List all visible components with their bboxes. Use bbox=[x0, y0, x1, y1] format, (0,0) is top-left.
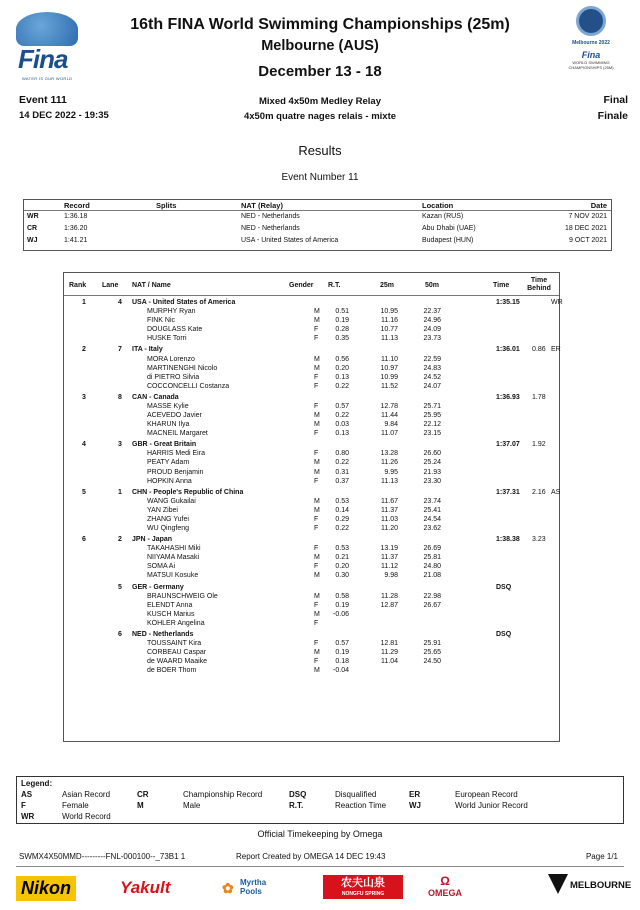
swimmer-rt: 0.22 bbox=[335, 412, 349, 419]
team-record: ER bbox=[551, 346, 561, 354]
swimmer-rt: 0.53 bbox=[335, 545, 349, 553]
swimmer-50m: 22.37 bbox=[423, 308, 441, 316]
swimmer-25m: 10.95 bbox=[380, 308, 398, 316]
swimmer-50m: 23.30 bbox=[423, 477, 441, 485]
sponsor-nongfu-chinese: 农夫山泉 bbox=[341, 877, 385, 889]
swimmer-25m: 13.28 bbox=[380, 450, 398, 458]
swimmer-gender: M bbox=[314, 308, 320, 316]
swimmer-name: TAKAHASHI Miki bbox=[147, 545, 201, 553]
swimmer-gender: M bbox=[314, 355, 320, 363]
swimmer-25m: 11.52 bbox=[381, 382, 398, 390]
swimmer-rt: 0.30 bbox=[335, 572, 349, 580]
swimmer-50m: 24.50 bbox=[423, 658, 441, 666]
swimmer-name: di PIETRO Silvia bbox=[147, 373, 200, 381]
team-lane: 5 bbox=[118, 583, 122, 591]
swimmer-gender: M bbox=[314, 317, 320, 325]
legend-code: DSQ bbox=[289, 790, 307, 799]
legend-code: WR bbox=[21, 812, 35, 821]
swimmer-gender: M bbox=[314, 468, 320, 476]
swimmer-rt: 0.57 bbox=[335, 402, 349, 410]
team-time: DSQ bbox=[496, 631, 512, 639]
record-nat: NED - Netherlands bbox=[241, 213, 300, 220]
swimmer-25m: 13.19 bbox=[380, 545, 398, 553]
legend-description: European Record bbox=[455, 790, 518, 799]
records-header-splits: Splits bbox=[156, 201, 177, 210]
swimmer-rt: 0.56 bbox=[335, 355, 349, 363]
swimmer-gender: M bbox=[314, 497, 320, 505]
swimmer-50m: 25.95 bbox=[423, 412, 441, 419]
results-table bbox=[63, 272, 563, 742]
sponsor-myrtha: Myrtha Pools bbox=[240, 878, 267, 896]
swimmer-gender: F bbox=[314, 525, 319, 532]
swimmer-25m: 9.95 bbox=[384, 468, 398, 476]
swimmer-25m: 11.16 bbox=[381, 317, 398, 325]
results-heading: Results bbox=[298, 143, 342, 158]
header-gender: Gender bbox=[289, 282, 314, 289]
swimmer-50m: 26.69 bbox=[423, 545, 441, 553]
swimmer-rt: 0.19 bbox=[335, 317, 349, 325]
team-rank: 1 bbox=[82, 299, 86, 306]
swimmer-name: WU Qingfeng bbox=[147, 525, 190, 532]
swimmer-50m: 22.12 bbox=[423, 421, 441, 429]
swimmer-50m: 25.81 bbox=[423, 554, 441, 562]
team-nat: NED - Netherlands bbox=[132, 631, 194, 639]
swimmer-25m: 11.37 bbox=[381, 506, 398, 514]
legend-description: Reaction Time bbox=[335, 801, 387, 810]
legend-code: ER bbox=[409, 790, 421, 799]
swimmer-gender: F bbox=[314, 477, 319, 485]
record-nat: NED - Netherlands bbox=[241, 225, 300, 232]
header-time-behind: Time Behind bbox=[527, 277, 551, 292]
team-time-behind: 3.23 bbox=[532, 536, 546, 544]
swimmer-rt: 0.21 bbox=[335, 554, 349, 562]
swimmer-name: MORA Lorenzo bbox=[147, 355, 195, 363]
team-rank: 3 bbox=[82, 393, 86, 401]
swimmer-name: MURPHY Ryan bbox=[147, 308, 196, 316]
team-rank: 4 bbox=[82, 441, 86, 449]
record-date: 18 DEC 2021 bbox=[564, 225, 607, 232]
swimmer-name: SOMA Ai bbox=[147, 563, 176, 571]
team-rank: 6 bbox=[82, 536, 86, 544]
swimmer-rt: 0.19 bbox=[335, 649, 349, 657]
swimmer-gender: M bbox=[314, 506, 320, 514]
team-nat: CHN - People's Republic of China bbox=[132, 488, 244, 496]
swimmer-25m: 11.28 bbox=[381, 592, 398, 600]
swimmer-rt: -0.06 bbox=[333, 610, 349, 618]
swimmer-name: YAN Zibei bbox=[147, 506, 178, 514]
team-lane: 6 bbox=[118, 631, 122, 639]
legend-code: M bbox=[137, 801, 144, 810]
team-time: 1:36.01 bbox=[496, 346, 520, 354]
swimmer-rt: 0.18 bbox=[335, 658, 349, 666]
swimmer-25m: 11.13 bbox=[381, 335, 398, 343]
victoria-triangle-icon bbox=[548, 874, 568, 894]
swimmer-50m: 25.91 bbox=[423, 640, 441, 648]
swimmer-name: WANG Gukailai bbox=[147, 497, 196, 505]
swimmer-rt: 0.20 bbox=[335, 364, 349, 372]
team-nat: GER - Germany bbox=[132, 583, 184, 591]
team-time-behind: 0.86 bbox=[532, 346, 546, 354]
team-time-behind: 1.92 bbox=[532, 441, 546, 449]
records-header-location: Location bbox=[422, 201, 454, 210]
swimmer-gender: M bbox=[314, 610, 320, 618]
swimmer-name: MASSE Kylie bbox=[147, 402, 189, 410]
team-time: 1:36.93 bbox=[496, 393, 520, 401]
team-lane: 8 bbox=[118, 393, 122, 401]
swimmer-50m: 22.98 bbox=[423, 592, 441, 600]
city: Melbourne (AUS) bbox=[261, 38, 379, 54]
swimmer-name: HOPKIN Anna bbox=[147, 477, 192, 485]
sponsor-nongfu bbox=[323, 875, 403, 899]
swimmer-50m: 23.15 bbox=[423, 430, 441, 438]
swimmer-gender: F bbox=[314, 658, 319, 666]
event-name-fr: 4x50m quatre nages relais - mixte bbox=[243, 111, 397, 122]
event-label: Event 111 bbox=[19, 94, 67, 106]
swimmer-50m: 24.80 bbox=[423, 563, 441, 571]
team-time-behind: 1.78 bbox=[532, 393, 546, 401]
myrtha-icon: ✿ bbox=[222, 880, 234, 896]
swimmer-rt: -0.04 bbox=[333, 667, 349, 675]
swimmer-25m: 10.97 bbox=[380, 364, 398, 372]
legend-description: Asian Record bbox=[62, 790, 111, 799]
melbourne-logo-line3: WORLD SWIMMING CHAMPIONSHIPS (25M) bbox=[568, 60, 614, 70]
swimmer-rt: 0.31 bbox=[335, 468, 349, 476]
swimmer-50m: 25.24 bbox=[423, 459, 441, 467]
swimmer-rt: 0.29 bbox=[335, 515, 349, 523]
legend-description: Female bbox=[62, 801, 89, 810]
header-nat-name: NAT / Name bbox=[132, 282, 171, 289]
team-time: 1:38.38 bbox=[496, 536, 520, 544]
legend-code: F bbox=[21, 801, 26, 810]
team-time: 1:35.15 bbox=[496, 299, 520, 306]
legend-description: World Record bbox=[62, 812, 111, 821]
swimmer-25m: 11.29 bbox=[381, 649, 398, 657]
swimmer-name: HUSKE Torri bbox=[147, 335, 187, 343]
swimmer-rt: 0.28 bbox=[335, 326, 349, 334]
team-nat: CAN - Canada bbox=[132, 393, 179, 401]
swimmer-rt: 0.51 bbox=[335, 308, 349, 316]
team-time: DSQ bbox=[496, 583, 512, 591]
swimmer-gender: M bbox=[314, 421, 320, 429]
swimmer-50m: 26.60 bbox=[423, 450, 441, 458]
swimmer-25m: 11.37 bbox=[381, 554, 398, 562]
swimmer-rt: 0.22 bbox=[335, 382, 349, 390]
team-lane: 3 bbox=[118, 441, 122, 449]
swimmer-50m: 24.52 bbox=[423, 373, 441, 381]
swimmer-25m: 11.13 bbox=[381, 477, 398, 485]
phase-en: Final bbox=[603, 94, 628, 106]
swimmer-name: MACNEIL Margaret bbox=[147, 430, 208, 438]
record-time: 1:41.21 bbox=[64, 237, 88, 244]
sponsor-nongfu-english: NONGFU SPRING bbox=[341, 891, 385, 897]
swimmer-name: ZHANG Yufei bbox=[147, 515, 189, 523]
swimmer-rt: 0.22 bbox=[335, 459, 349, 467]
swimmer-25m: 12.81 bbox=[380, 640, 398, 648]
swimmer-50m: 25.41 bbox=[423, 506, 441, 514]
swimmer-50m: 24.83 bbox=[423, 364, 441, 372]
fina-logo-tagline: WATER IS OUR WORLD bbox=[22, 76, 73, 81]
sponsors-bar bbox=[0, 872, 640, 906]
team-lane: 4 bbox=[118, 299, 122, 306]
swimmer-50m: 23.62 bbox=[423, 525, 441, 532]
swimmer-50m: 21.93 bbox=[423, 468, 441, 476]
swimmer-name: KHARUN Ilya bbox=[147, 421, 190, 429]
swimmer-50m: 24.96 bbox=[423, 317, 441, 325]
melbourne-logo-line1: Melbourne 2022 bbox=[572, 40, 610, 46]
record-code: CR bbox=[27, 225, 38, 232]
record-date: 9 OCT 2021 bbox=[568, 237, 607, 244]
record-location: Budapest (HUN) bbox=[422, 237, 474, 244]
swimmer-25m: 10.77 bbox=[380, 326, 398, 334]
record-location: Abu Dhabi (UAE) bbox=[422, 225, 476, 232]
swimmer-gender: F bbox=[314, 545, 319, 553]
swimmer-name: PROUD Benjamin bbox=[147, 468, 204, 476]
swimmer-name: CORBEAU Caspar bbox=[147, 649, 207, 657]
swimmer-name: DOUGLASS Kate bbox=[147, 326, 203, 334]
swimmer-name: KOHLER Angelina bbox=[147, 619, 205, 627]
team-time: 1:37.07 bbox=[496, 441, 520, 449]
record-code: WR bbox=[27, 213, 39, 220]
swimmer-25m: 11.67 bbox=[381, 497, 398, 505]
swimmer-25m: 12.78 bbox=[380, 402, 398, 410]
swimmer-name: ACEVEDO Javier bbox=[147, 412, 202, 419]
swimmer-rt: 0.20 bbox=[335, 563, 349, 571]
swimmer-50m: 23.73 bbox=[423, 335, 441, 343]
swimmer-25m: 11.10 bbox=[381, 355, 398, 363]
team-nat: USA - United States of America bbox=[132, 299, 236, 306]
swimmer-rt: 0.37 bbox=[335, 477, 349, 485]
swimmer-rt: 0.13 bbox=[335, 430, 349, 438]
swimmer-25m: 11.44 bbox=[381, 412, 398, 419]
swimmer-25m: 11.26 bbox=[381, 459, 398, 467]
swimmer-gender: M bbox=[314, 459, 320, 467]
team-time: 1:37.31 bbox=[496, 488, 520, 496]
swimmer-gender: M bbox=[314, 554, 320, 562]
swimmer-rt: 0.22 bbox=[335, 525, 349, 532]
swimmer-gender: M bbox=[314, 649, 320, 657]
swimmer-gender: F bbox=[314, 430, 319, 438]
melbourne-logo-line2: Fina bbox=[581, 50, 601, 60]
swimmer-gender: F bbox=[314, 601, 319, 609]
team-nat: GBR - Great Britain bbox=[132, 441, 197, 449]
swimmer-gender: F bbox=[314, 450, 319, 458]
swimmer-gender: M bbox=[314, 592, 320, 600]
swimmer-rt: 0.35 bbox=[335, 335, 349, 343]
swimmer-gender: F bbox=[314, 619, 319, 627]
legend-code: CR bbox=[137, 790, 149, 799]
header-lane: Lane bbox=[102, 282, 119, 289]
header-rank: Rank bbox=[69, 282, 87, 289]
swimmer-25m: 9.98 bbox=[384, 572, 398, 580]
swimmer-name: ELENDT Anna bbox=[147, 601, 193, 609]
swimmer-25m: 11.20 bbox=[381, 525, 398, 532]
swimmer-50m: 25.71 bbox=[423, 402, 441, 410]
swimmer-25m: 10.99 bbox=[380, 373, 398, 381]
omega-icon: Ω bbox=[440, 874, 450, 888]
sponsor-nikon: Nikon bbox=[16, 876, 76, 901]
swimmer-50m: 23.74 bbox=[423, 497, 441, 505]
legend-description: World Junior Record bbox=[455, 801, 528, 810]
swimmer-gender: M bbox=[314, 364, 320, 372]
swimmer-rt: 0.53 bbox=[335, 497, 349, 505]
legend-description: Championship Record bbox=[183, 790, 263, 799]
swimmer-50m: 22.59 bbox=[423, 355, 441, 363]
team-lane: 1 bbox=[118, 488, 122, 496]
swimmer-rt: 0.13 bbox=[335, 373, 349, 381]
swimmer-rt: 0.58 bbox=[335, 592, 349, 600]
team-record: WR bbox=[551, 299, 563, 306]
swimmer-rt: 0.57 bbox=[335, 640, 349, 648]
team-lane: 7 bbox=[118, 346, 122, 354]
records-header-date: Date bbox=[590, 201, 607, 210]
records-header-nat: NAT (Relay) bbox=[241, 201, 283, 210]
record-time: 1:36.20 bbox=[64, 225, 88, 232]
sponsor-omega: OMEGA bbox=[427, 888, 462, 898]
swimmer-gender: F bbox=[314, 382, 319, 390]
swimmer-gender: M bbox=[314, 572, 320, 580]
header-rt: R.T. bbox=[328, 282, 341, 289]
swimmer-50m: 25.65 bbox=[423, 649, 441, 657]
team-nat: ITA - Italy bbox=[132, 346, 163, 354]
swimmer-25m: 12.87 bbox=[380, 601, 398, 609]
legend-code: R.T. bbox=[289, 801, 304, 810]
dates: December 13 - 18 bbox=[258, 63, 382, 80]
swimmer-name: TOUSSAINT Kira bbox=[147, 640, 202, 648]
team-lane: 2 bbox=[118, 536, 122, 544]
page-title: 16th FINA World Swimming Championships (25m) bbox=[130, 16, 510, 33]
swimmer-rt: 0.03 bbox=[335, 421, 349, 429]
swimmer-50m: 24.54 bbox=[423, 515, 441, 523]
team-rank: 5 bbox=[82, 488, 86, 496]
legend-description: Disqualified bbox=[335, 790, 377, 799]
swimmer-gender: F bbox=[314, 402, 319, 410]
swimmer-name: MARTINENGHI Nicolo bbox=[147, 364, 218, 372]
event-datetime: 14 DEC 2022 - 19:35 bbox=[19, 110, 109, 121]
swimmer-name: de BOER Thom bbox=[147, 667, 197, 675]
legend bbox=[16, 776, 624, 824]
swimmer-25m: 9.84 bbox=[384, 421, 398, 429]
footer-report: Report Created by OMEGA 14 DEC 19:43 bbox=[236, 852, 386, 861]
team-rank: 2 bbox=[82, 346, 86, 354]
swimmer-gender: F bbox=[314, 640, 319, 648]
swimmer-name: COCCONCELLI Costanza bbox=[147, 382, 230, 390]
swimmer-gender: F bbox=[314, 326, 319, 334]
swimmer-rt: 0.14 bbox=[335, 506, 349, 514]
swimmer-name: KUSCH Marius bbox=[147, 610, 195, 618]
swimmer-25m: 11.03 bbox=[381, 515, 398, 523]
event-number: Event Number 11 bbox=[281, 172, 359, 183]
swimmer-gender: F bbox=[314, 335, 319, 343]
team-nat: JPN - Japan bbox=[132, 536, 173, 544]
record-code: WJ bbox=[27, 237, 38, 244]
swimmer-name: HARRIS Medi Eira bbox=[147, 450, 205, 458]
sponsor-melbourne: MELBOURNE bbox=[570, 880, 632, 891]
swimmer-gender: M bbox=[314, 412, 320, 419]
event-name-en: Mixed 4x50m Medley Relay bbox=[259, 96, 381, 107]
fina-logo-word: Fina bbox=[18, 44, 68, 74]
legend-description: Male bbox=[183, 801, 201, 810]
record-time: 1:36.18 bbox=[64, 213, 88, 220]
swimmer-rt: 0.19 bbox=[335, 601, 349, 609]
record-date: 7 NOV 2021 bbox=[568, 213, 607, 220]
swimmer-50m: 24.09 bbox=[423, 326, 441, 334]
phase-fr: Finale bbox=[597, 110, 628, 122]
swimmer-name: PEATY Adam bbox=[147, 459, 190, 467]
swimmer-25m: 11.04 bbox=[381, 658, 398, 666]
record-location: Kazan (RUS) bbox=[422, 213, 464, 220]
swimmer-50m: 21.08 bbox=[423, 572, 441, 580]
swimmer-name: de WAARD Maaike bbox=[147, 658, 208, 666]
team-record: AS bbox=[551, 488, 561, 496]
header-time: Time bbox=[493, 282, 510, 289]
swimmer-rt: 0.80 bbox=[335, 450, 349, 458]
records-header-record: Record bbox=[64, 201, 90, 210]
sponsor-yakult: Yakult bbox=[120, 878, 171, 897]
swimmer-name: FINK Nic bbox=[147, 317, 175, 325]
swimmer-25m: 11.12 bbox=[381, 563, 398, 571]
swimmer-gender: F bbox=[314, 563, 319, 571]
swimmer-25m: 11.07 bbox=[381, 430, 398, 438]
record-nat: USA - United States of America bbox=[241, 237, 339, 244]
swimmer-gender: F bbox=[314, 515, 319, 523]
header-25m: 25m bbox=[380, 282, 395, 289]
swimmer-gender: F bbox=[314, 373, 319, 381]
swimmer-name: MATSUI Kosuke bbox=[147, 572, 199, 580]
swimmer-name: NIIYAMA Masaki bbox=[147, 554, 199, 562]
records-table bbox=[23, 199, 612, 251]
timekeeping: Official Timekeeping by Omega bbox=[257, 829, 383, 839]
footer-code: SWMX4X50MMD---------FNL-000100--_73B1 1 bbox=[19, 852, 186, 861]
swimmer-50m: 26.67 bbox=[423, 601, 441, 609]
swimmer-50m: 24.07 bbox=[423, 382, 441, 390]
footer-page: Page 1/1 bbox=[585, 852, 618, 861]
legend-code: AS bbox=[21, 790, 33, 799]
header-50m: 50m bbox=[425, 282, 440, 289]
swimmer-gender: M bbox=[314, 667, 320, 675]
legend-code: WJ bbox=[409, 801, 421, 810]
legend-title: Legend: bbox=[21, 779, 53, 788]
team-time-behind: 2.16 bbox=[532, 488, 546, 496]
swimmer-name: BRAUNSCHWEIG Ole bbox=[147, 592, 218, 600]
